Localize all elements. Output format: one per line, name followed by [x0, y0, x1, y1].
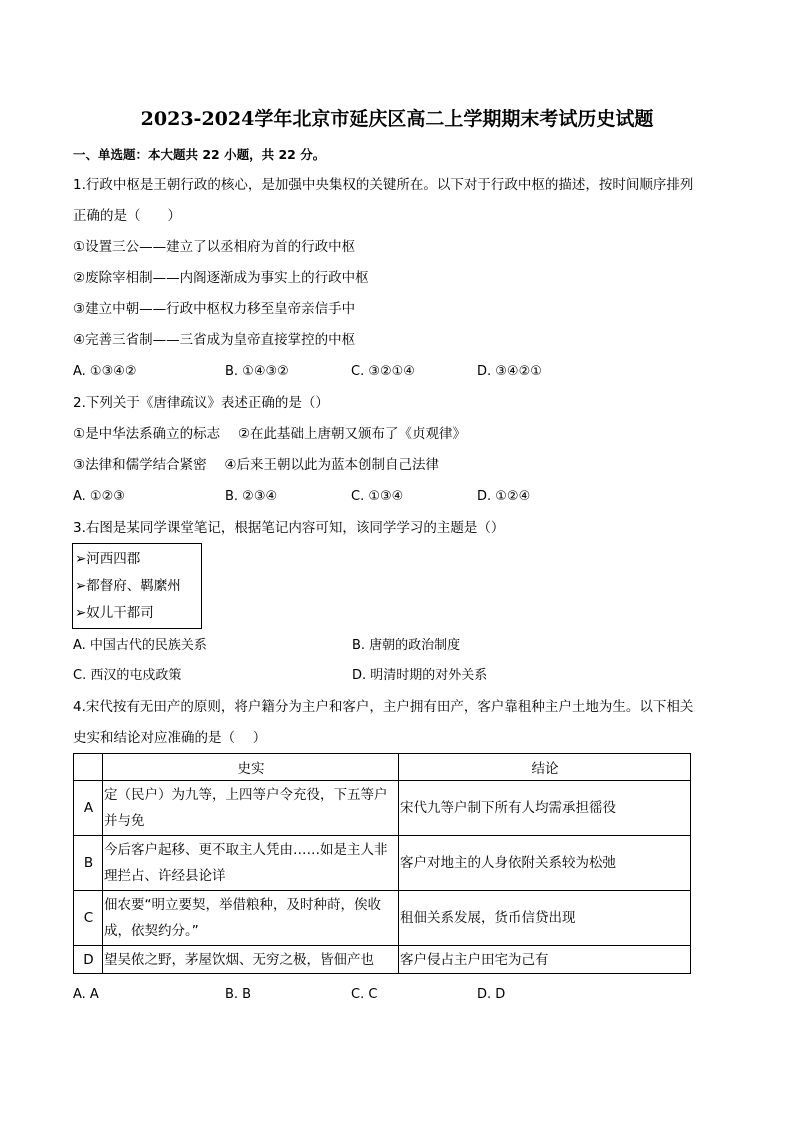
q1-option-a: A. ①③④② — [73, 364, 137, 379]
q4-row-fact — [103, 891, 399, 946]
q4-row-fact: 望吴侬之野，茅屋饮烟、无穷之极，皆佃产也 — [103, 946, 399, 974]
q4-row-fact-line2: 成，依契约分。” — [104, 923, 199, 939]
q4-row-conclusion: 客户对地主的人身依附关系较为松弛 — [399, 836, 691, 891]
q4-row-label: C — [74, 891, 103, 946]
q4-option-b: B. B — [225, 987, 252, 1002]
q4-header-conclusion: 结论 — [399, 754, 691, 781]
table-row — [74, 781, 691, 836]
q4-stem-line2: 史实和结论对应准确的是（ ） — [73, 730, 267, 746]
q4-row-conclusion: 宋代九等户制下所有人均需承担徭役 — [399, 781, 691, 836]
q4-table — [73, 753, 691, 974]
q2-option-a: A. ①②③ — [73, 489, 125, 504]
q2-items-line1: ①是中华法系确立的标志 ②在此基础上唐朝又颁布了《贞观律》 — [73, 426, 466, 442]
q3-note-3: ➢奴儿干都司 — [75, 605, 154, 621]
page-title: 2023-2024学年北京市延庆区高二上学期期末考试历史试题 — [140, 108, 654, 130]
q3-notes-box — [72, 543, 202, 629]
q2-option-b: B. ②③④ — [225, 489, 278, 504]
q4-option-c: C. C — [351, 987, 378, 1002]
q4-row-fact-line1: 今后客户起移、更不取主人凭由……如是主人非 — [104, 842, 388, 858]
q4-header-fact: 史实 — [103, 754, 399, 781]
table-row — [74, 891, 691, 946]
q4-row-conclusion: 租佃关系发展，货币信贷出现 — [399, 891, 691, 946]
q1-option-b: B. ①④③② — [225, 364, 289, 379]
q1-item-3: ③建立中朝——行政中枢权力移至皇帝亲信手中 — [73, 301, 356, 317]
q1-item-2: ②废除宰相制——内阁逐渐成为事实上的行政中枢 — [73, 270, 369, 286]
q4-row-conclusion: 客户侵占主户田宅为己有 — [399, 946, 691, 974]
q1-stem-line1: 1.行政中枢是王朝行政的核心，是加强中央集权的关键所在。以下对于行政中枢的描述，按时间顺序排列 — [73, 177, 694, 193]
q3-option-d: D. 明清时期的对外关系 — [352, 668, 488, 683]
q3-option-c: C. 西汉的屯戍政策 — [73, 668, 182, 683]
q1-item-4: ④完善三省制——三省成为皇帝直接掌控的中枢 — [73, 332, 356, 348]
q1-option-c: C. ③②①④ — [351, 364, 415, 379]
q3-option-b: B. 唐朝的政治制度 — [352, 638, 461, 653]
q4-row-fact-line2: 理拦占、许经县论详 — [104, 868, 226, 884]
q1-option-d: D. ③④②① — [477, 364, 542, 379]
q3-stem: 3.右图是某同学课堂笔记，根据笔记内容可知，该同学学习的主题是（） — [73, 520, 505, 536]
table-row — [74, 836, 691, 891]
q4-header-label — [74, 754, 103, 781]
q2-option-d: D. ①②④ — [477, 489, 531, 504]
q4-row-label: A — [74, 781, 103, 836]
q4-row-fact-line1: 佃农要“明立要契，举借粮种，及时种莳，俟收 — [104, 897, 381, 913]
q4-stem-line1: 4.宋代按有无田产的原则，将户籍分为主户和客户，主户拥有田产，客户靠租种主户土地为生。以下相关 — [73, 699, 694, 715]
q4-row-fact-line1: 定（民户）为九等，上四等户令充役，下五等户 — [104, 787, 388, 803]
q2-option-c: C. ①③④ — [351, 489, 404, 504]
q1-stem-line2: 正确的是（ ） — [73, 208, 181, 224]
q3-note-1: ➢河西四郡 — [75, 551, 141, 567]
q4-option-d: D. D — [477, 987, 506, 1002]
table-row — [74, 946, 691, 974]
q4-row-label: D — [74, 946, 103, 974]
q4-row-fact — [103, 781, 399, 836]
q4-option-a: A. A — [73, 987, 99, 1002]
q4-row-fact-line2: 并与免 — [104, 813, 145, 829]
q3-option-a: A. 中国古代的民族关系 — [73, 638, 207, 653]
q2-stem: 2.下列关于《唐律疏议》表述正确的是（） — [73, 395, 329, 411]
section-heading: 一、单选题：本大题共 22 小题，共 22 分。 — [73, 147, 326, 162]
q2-items-line2: ③法律和儒学结合紧密 ④后来王朝以此为蓝本创制自己法律 — [73, 457, 439, 473]
q4-table-header — [74, 754, 691, 781]
q4-row-fact — [103, 836, 399, 891]
q4-row-label: B — [74, 836, 103, 891]
q3-note-2: ➢都督府、羁縻州 — [75, 578, 181, 594]
q1-item-1: ①设置三公——建立了以丞相府为首的行政中枢 — [73, 239, 356, 255]
